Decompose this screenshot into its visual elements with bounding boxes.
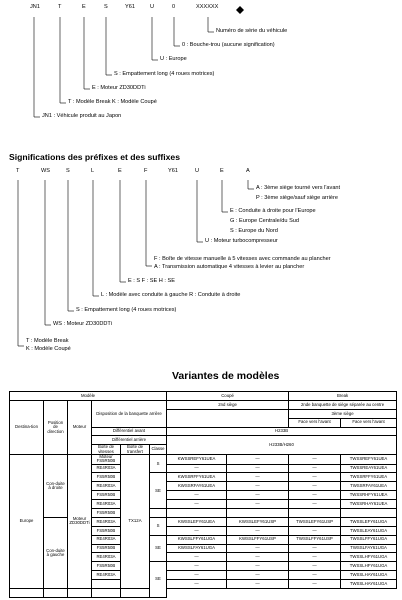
cell-bv: FS5R50B — [92, 526, 121, 535]
table-cell: TWSSLFAY61UGA — [341, 544, 397, 553]
table-cell: — — [289, 553, 341, 562]
table-cell: — — [227, 464, 289, 473]
table-cell — [289, 508, 341, 517]
code-0: 0 — [172, 4, 176, 10]
table-cell: KWSSLFFY61USP — [227, 535, 289, 544]
label-filler: 0 : Bouche-trou (aucune signification) — [182, 42, 275, 48]
table-cell: TWSSRHAY61UEA — [341, 500, 397, 509]
cell-bv — [10, 589, 44, 598]
table-cell: — — [227, 544, 289, 553]
table-cell: — — [289, 544, 341, 553]
hdr-destination: Destina-tion — [10, 400, 44, 454]
hdr-boite-vitesses: Boîte de vitesses — [92, 445, 121, 455]
cell-moteur-zd: Moteur ZD30DDTi — [68, 454, 92, 588]
prefix-label: K : Modèle Coupé — [26, 346, 71, 352]
prefix-label: U : Moteur turbocompresseur — [205, 238, 278, 244]
hdr-diff-avant: Différentiel avant — [92, 427, 167, 436]
code-t: T — [58, 4, 62, 10]
val-h233b: H233B — [167, 427, 397, 436]
cell-bv: RE4R03A — [92, 535, 121, 544]
cell-classe: SE — [150, 562, 167, 598]
table-cell: TWSSLEFY61USP — [289, 517, 341, 526]
code-serial: XXXXXX — [196, 4, 219, 10]
hdr-moteur: Moteur — [68, 400, 92, 454]
label-engine: E : Moteur ZD30DDTi — [92, 85, 146, 91]
table-cell: — — [227, 473, 289, 482]
label-europe: U : Europe — [160, 56, 187, 62]
cell-bv: RE4R03A — [92, 464, 121, 473]
table-cell: — — [289, 473, 341, 482]
table-cell: — — [227, 454, 289, 464]
table-cell: TWSSLEAY61UGA — [341, 526, 397, 535]
table-cell: KWSSLFFY61UGA — [167, 535, 227, 544]
table-cell: KWSSRFAY61UEA — [167, 482, 227, 491]
hdr-siege3: 3ème siège — [289, 409, 397, 418]
code-y61: Y61 — [125, 4, 135, 10]
cell-classe: S — [150, 454, 167, 472]
hdr-banquette2: 2nde banquette de siège séparée au centre — [289, 400, 397, 409]
table-cell: — — [167, 553, 227, 562]
cell-bv: RE4R03A — [92, 482, 121, 491]
table-cell: — — [167, 500, 227, 509]
prefix-section-title: Significations des préfixes et des suffixes — [9, 152, 180, 162]
table-cell: TWSSRFAY61UEA — [341, 482, 397, 491]
prefix-code: Y61 — [168, 168, 178, 174]
label-wheelbase: S : Empattement long (4 roues motrices) — [114, 71, 215, 77]
table-cell: — — [289, 500, 341, 509]
prefix-label: E : Conduite à droite pour l'Europe — [230, 208, 316, 214]
table-cell — [44, 589, 68, 598]
table-cell: KWSSLEFY61USP — [227, 517, 289, 526]
prefix-code: L — [91, 168, 95, 174]
table-cell: — — [167, 464, 227, 473]
hdr-face-avant: Face vers l'avant — [289, 418, 341, 427]
prefix-label: A : 3ème siège tourné vers l'avant — [256, 185, 341, 191]
prefix-label: L : Modèle avec conduite à gauche R : Conduite à droite — [101, 292, 241, 298]
table-cell: — — [289, 491, 341, 500]
table-cell: TWSSLEFY61UGA — [341, 517, 397, 526]
table-cell: TWSSLHFY61UGA — [341, 562, 397, 571]
prefix-label: S : Empattement long (4 roues motrices) — [76, 307, 177, 313]
cell-classe: SE — [150, 473, 167, 509]
table-cell — [68, 589, 92, 598]
table-cell: — — [167, 562, 227, 571]
prefix-code: E — [220, 168, 224, 174]
hdr-modele: Modèle — [10, 392, 167, 401]
table-cell — [227, 508, 289, 517]
cell-europe: Europe — [10, 454, 44, 588]
prefix-code: WS — [41, 168, 51, 174]
hdr-classe: Classe — [150, 445, 167, 455]
hdr-disposition: Disposition de la banquette arrière — [92, 400, 167, 427]
cell-bv: RE4R03A — [92, 500, 121, 509]
table-cell: TWSSRFFY61UEA — [341, 473, 397, 482]
cell-tx12a: TX12A — [121, 454, 150, 588]
val-h233b-h260: H233B/H260 — [167, 436, 397, 454]
table-cell: TWSSLFFY61USP — [289, 535, 341, 544]
table-cell: KWSSLEFY61UEA — [167, 517, 227, 526]
hdr-break: Break — [289, 392, 397, 401]
table-cell: — — [289, 454, 341, 464]
cell-classe — [150, 508, 167, 517]
table-cell: — — [227, 491, 289, 500]
table-cell: KWSSLFAY61UGA — [167, 544, 227, 553]
hdr-siege2: 2nd siège — [167, 400, 289, 409]
label-serial: Numéro de série du véhicule — [216, 28, 288, 34]
table-cell — [92, 589, 121, 598]
cell-bv: FS5R50B — [92, 562, 121, 571]
prefix-label: A : Transmission automatique 4 vitesses à levier au plancher — [154, 264, 305, 270]
table-cell: — — [167, 526, 227, 535]
table-cell: TWSSRHFY61UEA — [341, 491, 397, 500]
cell-bv — [92, 580, 121, 589]
prefix-code: U — [195, 168, 200, 174]
prefix-code: F — [144, 168, 148, 174]
cell-moteur-fs5r50b: Moteur FS5R50B — [92, 454, 121, 464]
label-origin: JN1 : Véhicule produit au Japon — [42, 113, 122, 119]
table-cell: — — [227, 571, 289, 580]
code-e: E — [82, 4, 86, 10]
table-cell: — — [227, 562, 289, 571]
table-cell — [167, 508, 227, 517]
prefix-code: E — [118, 168, 122, 174]
hdr-blank — [167, 409, 289, 427]
table-cell: TWSSLFFY61UGA — [341, 535, 397, 544]
cell-conduite-gauche: Con-duite à gauche — [44, 517, 68, 588]
cell-bv: FS5R50B — [92, 473, 121, 482]
cell-classe: SE — [150, 535, 167, 562]
table-cell: — — [289, 526, 341, 535]
prefix-label: E : S F : SE H : SE — [128, 278, 175, 284]
hdr-position: Position de direction — [44, 400, 68, 454]
table-cell: — — [227, 553, 289, 562]
table-cell: TWSSLHFY61UGA — [341, 553, 397, 562]
table-row — [10, 589, 397, 598]
prefix-label: S : Europe du Nord — [230, 228, 278, 234]
diamond-icon — [236, 6, 244, 14]
cell-bv: RE4R03A — [92, 517, 121, 526]
code-s: S — [104, 4, 108, 10]
table-cell: — — [289, 571, 341, 580]
cell-bv: FS5R50B — [92, 491, 121, 500]
table-cell: — — [289, 482, 341, 491]
variants-title: Variantes de modèles — [172, 370, 280, 382]
prefix-label: F : Boîte de vitesse manuelle à 5 vitesses avec commande au plancher — [154, 256, 331, 262]
table-cell: — — [289, 562, 341, 571]
table-cell: — — [227, 526, 289, 535]
label-body: T : Modèle Break K : Modèle Coupé — [68, 99, 157, 105]
prefix-label: G : Europe Centrale/du Sud — [230, 218, 300, 224]
hdr-coupe: Coupé — [167, 392, 289, 401]
table-cell: KWSSRFFY61UEA — [167, 473, 227, 482]
hdr-diff-arriere: Différentiel arrière — [92, 436, 167, 445]
hdr-face-avant-2: Face vers l'avant — [341, 418, 397, 427]
prefix-label: T : Modèle Break — [26, 338, 69, 344]
cell-bv: FS5R50B — [92, 508, 121, 517]
cell-bv: RE4R03A — [92, 571, 121, 580]
table-cell: KWSSREFY61UEA — [167, 454, 227, 464]
table-cell: TWSSLHAY61UGA — [341, 580, 397, 589]
prefix-code: T — [16, 168, 20, 174]
table-cell: — — [289, 464, 341, 473]
table-cell: TWSSREAY61UEA — [341, 464, 397, 473]
table-cell — [121, 589, 150, 598]
prefix-code: A — [246, 168, 250, 174]
table-cell: — — [167, 571, 227, 580]
prefix-label: P : 3ème siège/sauf siège arrière — [256, 195, 338, 201]
hdr-boite-transfert: Boîte de transfert — [121, 445, 150, 455]
table-cell: — — [227, 482, 289, 491]
cell-conduite-droite: Con-duite à droite — [44, 454, 68, 517]
table-cell: — — [227, 580, 289, 589]
cell-bv: FS5R50B — [92, 544, 121, 553]
cell-classe: S — [150, 517, 167, 535]
table-cell: — — [289, 580, 341, 589]
table-cell: TWSSLHAY61UGA — [341, 571, 397, 580]
prefix-code: S — [66, 168, 70, 174]
table-cell: — — [167, 491, 227, 500]
variants-table — [9, 391, 397, 598]
code-jn1: JN1 — [30, 4, 40, 10]
cell-bv: RE4R03A — [92, 553, 121, 562]
table-cell — [341, 508, 397, 517]
code-u: U — [150, 4, 155, 10]
table-cell: — — [167, 580, 227, 589]
prefix-label: WS : Moteur ZD30DDTi — [53, 321, 112, 327]
table-cell: TWSSREFY61UEA — [341, 454, 397, 464]
table-cell: — — [227, 500, 289, 509]
